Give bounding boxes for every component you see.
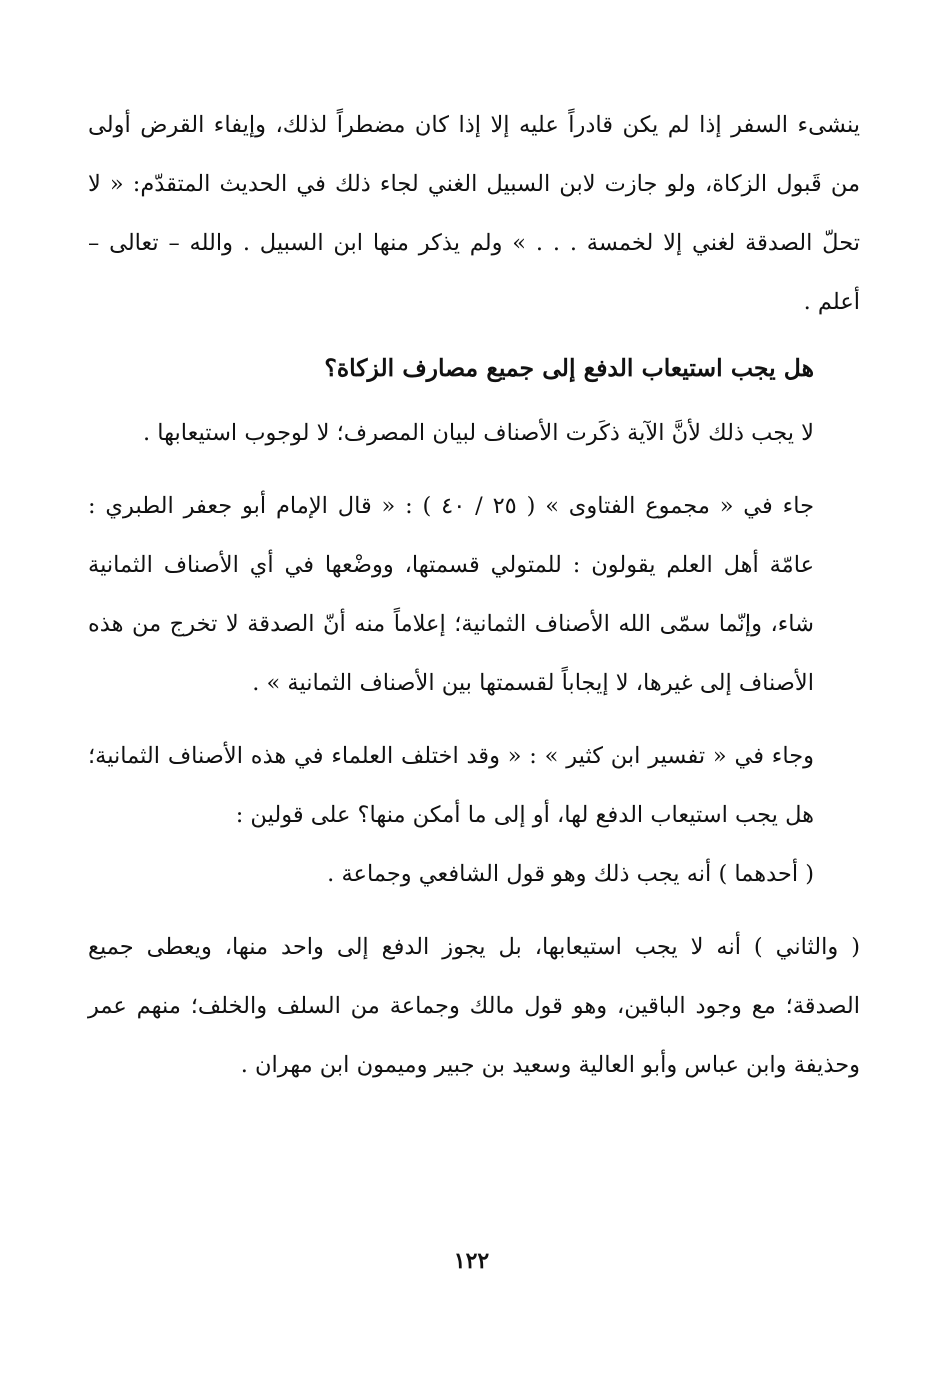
page-number: ١٢٢ <box>453 1248 490 1274</box>
paragraph-majmu-fatawa-quote: جاء في « مجموع الفتاوى » ( ٢٥ / ٤٠ ) : « قال الإمام أبو جعفر الطبري : عامّة أهل العلم يقولون : للمتولي قسمتها، ووضْعها في أي الأصناف الثمانية شاء، وإنّما سمّى الله الأصناف الثمانية؛ إعلاماً منه أنّ الصدقة لا تخرج من هذه الأصناف إلى غيرها، لا إيجاباً لقسمتها بين الأصناف الثمانية » . <box>88 493 814 696</box>
paragraph-travel-debt: ينشىء السفر إذا لم يكن قادراً عليه إلا إذا كان مضطراً لذلك، وإيفاء القرض أولى من قَبول الزكاة، ولو جازت لابن السبيل الغني لجاء ذلك في الحديث المتقدّم: « لا تحلّ الصدقة لغني إلا لخمسة . . . » ولم يذكر منها ابن السبيل . والله – تعالى – أعلم . <box>88 112 860 315</box>
page-body <box>88 96 860 1095</box>
paragraph-answer: لا يجب ذلك لأنَّ الآية ذكَرت الأصناف لبيان المصرف؛ لا لوجوب استيعابها . <box>142 420 814 446</box>
paragraph-second-opinion: ( والثاني ) أنه لا يجب استيعابها، بل يجوز الدفع إلى واحد منها، ويعطى جميع الصدقة؛ مع وجود الباقين، وهو قول مالك وجماعة من السلف والخلف؛ منهم عمر وحذيفة وابن عباس وأبو العالية وسعيد بن جبير وميمون ابن مهران . <box>88 934 860 1078</box>
section-heading: هل يجب استيعاب الدفع إلى جميع مصارف الزكاة؟ <box>324 354 814 382</box>
paragraph-ibn-kathir-quote: وجاء في « تفسير ابن كثير » : « وقد اختلف العلماء في هذه الأصناف الثمانية؛ هل يجب استيعاب الدفع لها، أو إلى ما أمكن منها؟ على قولين : <box>88 743 814 828</box>
paragraph-first-opinion: ( أحدهما ) أنه يجب ذلك وهو قول الشافعي وجماعة . <box>327 861 814 887</box>
